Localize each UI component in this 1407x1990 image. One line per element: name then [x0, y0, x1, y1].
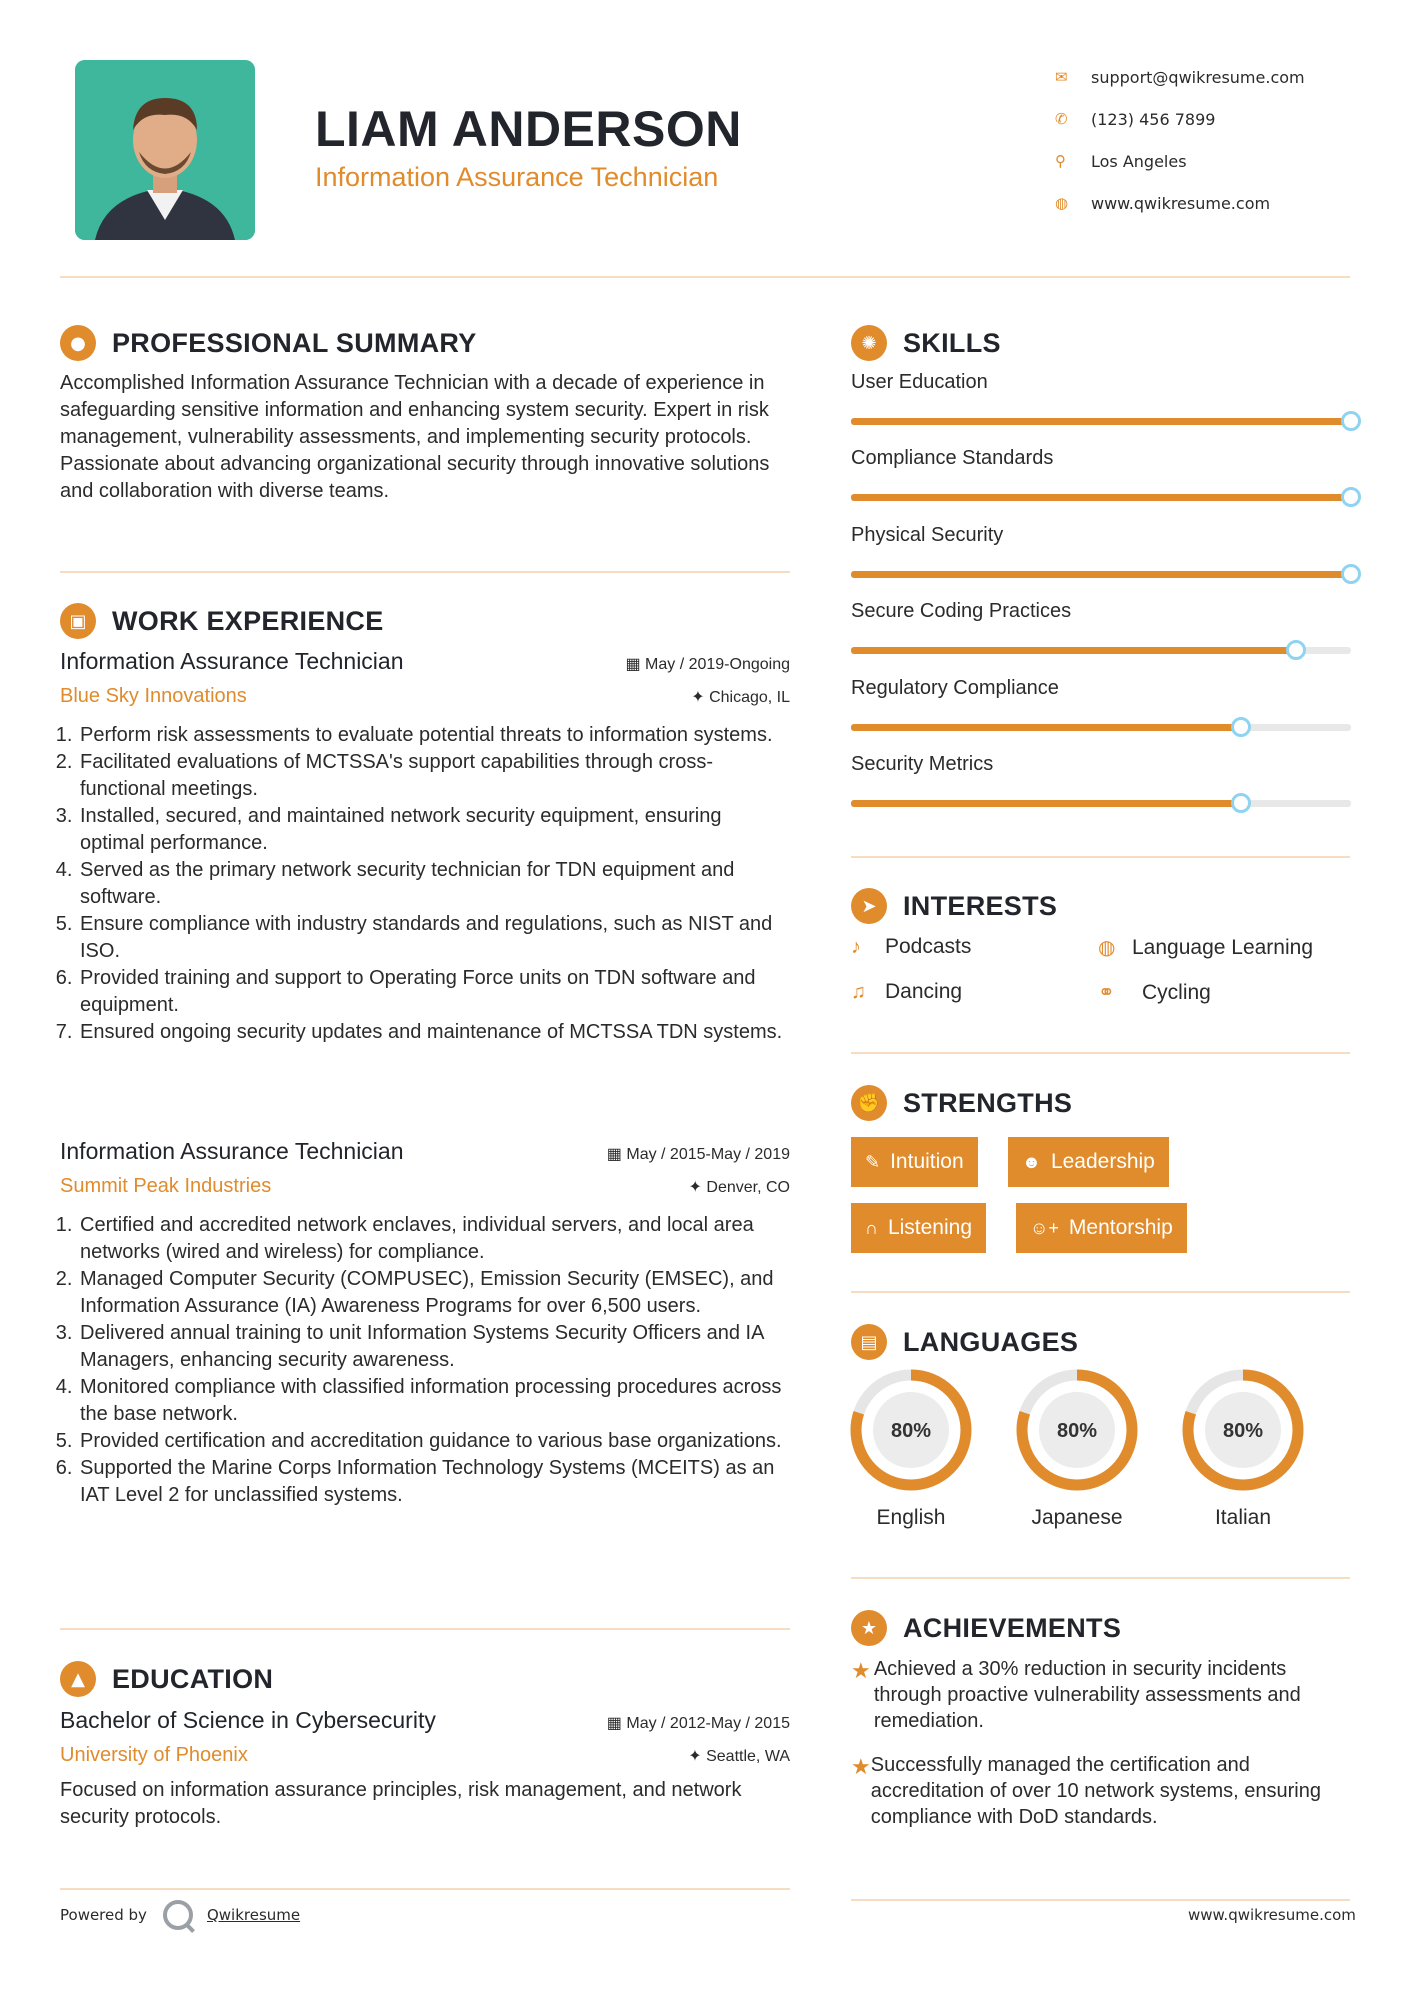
skill-item — [851, 524, 1351, 578]
job-entry — [60, 648, 790, 1046]
language-item — [1181, 1368, 1305, 1530]
strength-badge — [1008, 1137, 1169, 1187]
contact-list — [1055, 56, 1305, 224]
job-company: Blue Sky Innovations — [60, 685, 247, 707]
achievement-item — [851, 1656, 1351, 1734]
skill-item — [851, 447, 1351, 501]
qwikresume-logo-icon — [163, 1900, 193, 1930]
envelope-icon: ✉ — [1055, 68, 1068, 86]
skill-bar-fill — [851, 647, 1296, 654]
job-date — [607, 1144, 790, 1164]
calendar-icon: ▦ — [606, 1146, 627, 1163]
achievements-title: ACHIEVEMENTS — [903, 1612, 1122, 1643]
contact-website-text: www.qwikresume.com — [1091, 193, 1271, 213]
skill-item — [851, 371, 1351, 425]
strength-badge — [851, 1203, 986, 1253]
job-company: Summit Peak Industries — [60, 1175, 272, 1197]
star-icon: ★ — [851, 1610, 887, 1646]
education-entry — [60, 1707, 790, 1831]
users-icon: ☻ — [1022, 1151, 1041, 1172]
achievements-heading — [851, 1610, 1121, 1646]
degree-title: Bachelor of Science in Cybersecurity — [60, 1707, 436, 1733]
skill-bar — [851, 418, 1351, 425]
skill-name: User Education — [851, 371, 988, 393]
list-item: 3. Installed, secured, and maintained network security equipment, ensuring optimal performance. — [78, 803, 790, 857]
summary-heading — [60, 325, 477, 361]
language-percent: 80% — [1222, 1420, 1264, 1442]
globe-icon: ◍ — [1055, 194, 1069, 212]
candidate-title: Information Assurance Technician — [315, 162, 719, 192]
skill-bar-fill — [851, 494, 1351, 501]
skill-bar-knob — [1286, 640, 1306, 660]
language-card-icon: ▤ — [851, 1324, 887, 1360]
experience-heading — [60, 603, 384, 639]
calendar-icon: ▦ — [606, 1715, 627, 1732]
list-item: 4. Monitored compliance with classified information processing procedures across the base network. — [78, 1374, 790, 1428]
achievement-text: Achieved a 30% reduction in security incidents through proactive vulnerability assessments and remediation. — [873, 1658, 1301, 1732]
skills-title: SKILLS — [903, 327, 1001, 358]
skill-name: Regulatory Compliance — [851, 676, 1059, 699]
achievement-item — [851, 1752, 1351, 1830]
list-item: 7. Ensured ongoing security updates and maintenance of MCTSSA TDN systems. — [78, 1019, 790, 1046]
briefcase-icon: ▣ — [60, 603, 96, 639]
skill-bar-knob — [1231, 717, 1251, 737]
interests-title: INTERESTS — [903, 890, 1058, 921]
user-plus-icon: ☺+ — [1030, 1217, 1059, 1238]
education-text: Focused on information assurance principles, risk management, and network security protocols. — [60, 1779, 742, 1828]
contact-website[interactable] — [1055, 182, 1305, 224]
skill-item — [851, 600, 1351, 654]
skill-item — [851, 753, 1351, 807]
header-divider — [60, 276, 1350, 278]
skill-bar-knob — [1231, 793, 1251, 813]
skill-bar — [851, 571, 1351, 578]
strengths-title: STRENGTHS — [903, 1087, 1073, 1118]
summary-divider — [60, 571, 790, 573]
bicycle-icon: ⚭ — [1098, 982, 1115, 1004]
skill-name: Security Metrics — [851, 753, 994, 775]
skill-bar-knob — [1341, 487, 1361, 507]
school-name: University of Phoenix — [60, 1744, 248, 1766]
interests-divider — [851, 1052, 1350, 1054]
candidate-name: LIAM ANDERSON — [315, 101, 742, 157]
strength-label: Intuition — [890, 1150, 964, 1173]
job-duties — [60, 1212, 790, 1509]
footer-powered-by — [60, 1900, 300, 1930]
job-entry — [60, 1138, 790, 1509]
list-item: 4. Served as the primary network security technician for TDN equipment and software. — [78, 857, 790, 911]
achievement-text: Successfully managed the certification and accreditation of over 10 network systems, ensuring compliance with DoD standards. — [870, 1754, 1321, 1828]
lightbulb-icon: ✺ — [851, 325, 887, 361]
skill-bar — [851, 724, 1351, 731]
skill-bar-fill — [851, 571, 1351, 578]
skills-heading — [851, 325, 1001, 361]
music-icon: ♫ — [851, 980, 866, 1003]
language-name: English — [876, 1506, 946, 1529]
list-item: 5. Ensure compliance with industry standards and regulations, such as NIST and ISO. — [78, 911, 790, 965]
job-date-text: May / 2015-May / 2019 — [626, 1146, 790, 1163]
summary-text: Accomplished Information Assurance Technician with a decade of experience in safeguarding sensitive information and enhancing system security. Expert in risk management, vulnerability assessments, and implementing security protocols. Passionate about advancing organizational security through innovative solutions and collaboration with diverse teams. — [60, 372, 770, 502]
interests-heading — [851, 888, 1057, 924]
skill-bar — [851, 800, 1351, 807]
strengths-heading — [851, 1085, 1072, 1121]
list-item: 6. Provided training and support to Operating Force units on TDN software and equipment. — [78, 965, 790, 1019]
job-location — [689, 1177, 790, 1197]
language-percent: 80% — [1056, 1420, 1098, 1442]
contact-location — [1055, 140, 1305, 182]
education-location — [688, 1746, 790, 1766]
language-name: Japanese — [1031, 1506, 1123, 1529]
headphones-icon: ∩ — [865, 1217, 878, 1238]
magic-wand-icon: ✎ — [865, 1151, 881, 1172]
user-icon: ● — [60, 325, 96, 361]
microphone-icon: ♪ — [851, 935, 861, 958]
interest-label: Podcasts — [885, 935, 972, 958]
achievements-divider — [851, 1899, 1350, 1901]
education-date-text: May / 2012-May / 2015 — [626, 1715, 790, 1732]
fist-icon: ✊ — [851, 1085, 887, 1121]
skill-bar-fill — [851, 800, 1241, 807]
job-date — [625, 654, 790, 674]
interest-label: Language Learning — [1132, 935, 1314, 959]
strengths-divider — [851, 1291, 1350, 1293]
interest-item — [851, 935, 971, 959]
phone-icon: ✆ — [1055, 110, 1068, 128]
contact-email-text: support@qwikresume.com — [1091, 67, 1305, 87]
list-item: 6. Supported the Marine Corps Information Technology Systems (MCEITS) as an IAT Level 2 for unclassified systems. — [78, 1455, 790, 1509]
experience-divider — [60, 1628, 790, 1630]
strength-label: Leadership — [1050, 1150, 1155, 1173]
list-item: 1. Perform risk assessments to evaluate potential threats to information systems. — [78, 722, 790, 749]
language-ring — [1181, 1368, 1305, 1492]
language-item — [1015, 1368, 1139, 1530]
job-title: Information Assurance Technician — [60, 1138, 404, 1164]
language-ring — [1015, 1368, 1139, 1492]
contact-phone-text: (123) 456 7899 — [1091, 109, 1216, 129]
skill-item — [851, 677, 1351, 731]
language-name: Italian — [1214, 1506, 1272, 1529]
globe-icon: ◍ — [1098, 937, 1116, 959]
job-location-text: Chicago, IL — [709, 689, 790, 706]
language-ring — [849, 1368, 973, 1492]
skills-divider — [851, 856, 1350, 858]
languages-divider — [851, 1577, 1350, 1579]
qwikresume-link[interactable]: Qwikresume — [206, 1906, 301, 1924]
interest-label: Dancing — [885, 980, 963, 1003]
list-item: 5. Provided certification and accreditation guidance to various base organizations. — [78, 1428, 790, 1455]
experience-title: WORK EXPERIENCE — [112, 605, 384, 636]
job-duties — [60, 722, 790, 1046]
profile-photo — [75, 60, 255, 240]
powered-by-label: Powered by — [60, 1906, 147, 1924]
languages-heading — [851, 1324, 1078, 1360]
skill-bar-knob — [1341, 411, 1361, 431]
graduation-cap-icon: ▲ — [60, 1661, 96, 1697]
interest-item — [1098, 980, 1211, 1005]
strength-label: Mentorship — [1068, 1216, 1173, 1239]
skill-name: Compliance Standards — [851, 447, 1054, 470]
list-item: 1. Certified and accredited network enclaves, individual servers, and local area networks (wired and wireless) for compliance. — [78, 1212, 790, 1266]
skill-bar — [851, 647, 1351, 654]
summary-title: PROFESSIONAL SUMMARY — [112, 327, 477, 358]
education-heading — [60, 1661, 273, 1697]
education-date — [607, 1713, 790, 1733]
language-percent: 80% — [890, 1420, 932, 1442]
education-location-text: Seattle, WA — [706, 1748, 790, 1765]
interest-label: Cycling — [1142, 980, 1211, 1004]
skill-name: Physical Security — [851, 523, 1004, 546]
education-divider — [60, 1888, 790, 1890]
job-title: Information Assurance Technician — [60, 648, 404, 674]
job-location — [691, 687, 790, 707]
interest-item — [1098, 935, 1313, 960]
list-item: 2. Managed Computer Security (COMPUSEC), Emission Security (EMSEC), and Information Assurance (IA) Awareness Programs for over 6,500 users. — [78, 1266, 790, 1320]
contact-email[interactable] — [1055, 56, 1305, 98]
calendar-icon: ▦ — [625, 656, 646, 673]
skill-bar — [851, 494, 1351, 501]
job-location-text: Denver, CO — [706, 1179, 790, 1196]
list-item: 3. Delivered annual training to unit Information Systems Security Officers and IA Managers, enhancing security awareness. — [78, 1320, 790, 1374]
strength-label: Listening — [887, 1216, 972, 1239]
skill-bar-fill — [851, 724, 1241, 731]
strength-badge — [851, 1137, 978, 1187]
languages-title: LANGUAGES — [903, 1326, 1079, 1357]
education-title: EDUCATION — [112, 1663, 274, 1694]
skill-bar-knob — [1341, 564, 1361, 584]
skill-bar-fill — [851, 418, 1351, 425]
language-item — [849, 1368, 973, 1530]
skill-name: Secure Coding Practices — [851, 600, 1072, 623]
list-item: 2. Facilitated evaluations of MCTSSA's support capabilities through cross-functional meetings. — [78, 749, 790, 803]
footer-website[interactable]: www.qwikresume.com — [1188, 1906, 1356, 1924]
strength-badge — [1016, 1203, 1187, 1253]
contact-location-text: Los Angeles — [1091, 151, 1187, 171]
paper-plane-icon: ➤ — [851, 888, 887, 924]
pushpin-icon: ✦ — [691, 689, 710, 706]
star-icon: ★ — [851, 1754, 871, 1779]
star-icon: ★ — [851, 1658, 871, 1683]
contact-phone[interactable] — [1055, 98, 1305, 140]
job-date-text: May / 2019-Ongoing — [645, 656, 790, 673]
pushpin-icon: ✦ — [688, 1179, 707, 1196]
interest-item — [851, 980, 962, 1004]
map-pin-icon: ⚲ — [1055, 152, 1066, 170]
pushpin-icon: ✦ — [688, 1748, 707, 1765]
